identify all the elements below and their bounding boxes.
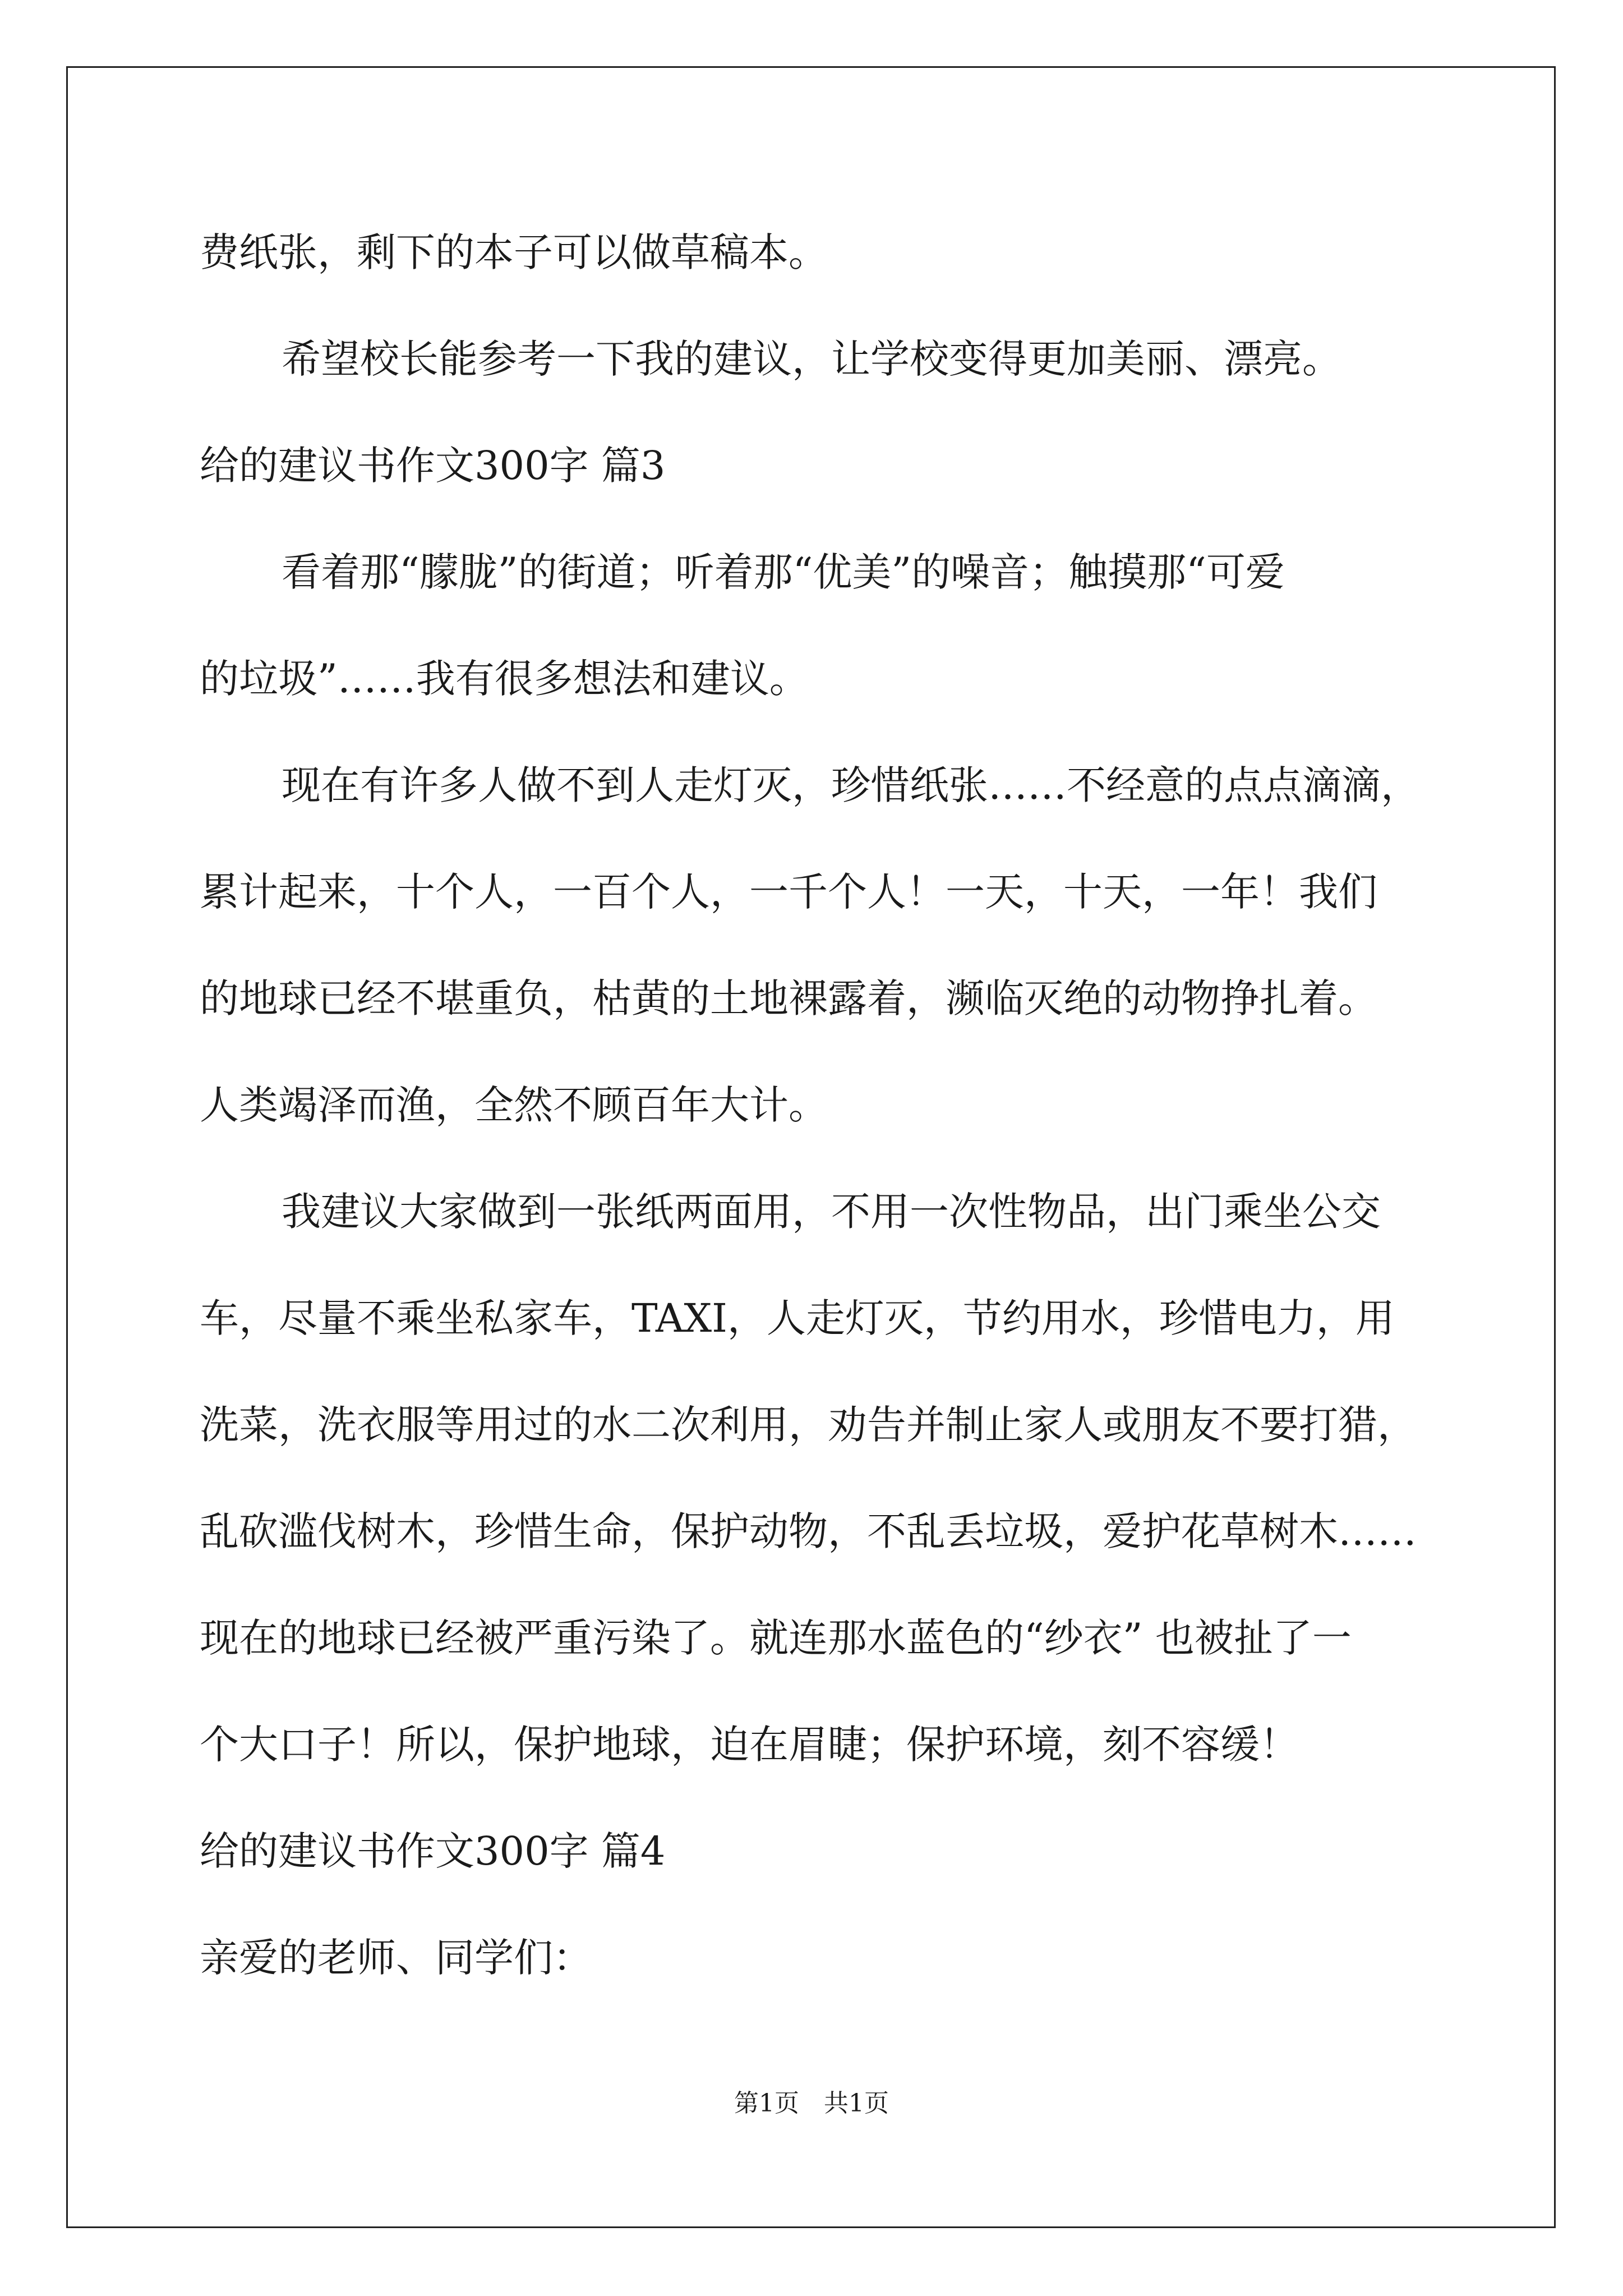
paragraph-line: 洗菜，洗衣服等用过的水二次利用，劝告并制止家人或朋友不要打猎， — [200, 1402, 1417, 1448]
paragraph-line: 费纸张，剩下的本子可以做草稿本。 — [200, 229, 828, 275]
paragraph-line: 的垃圾”……我有很多想法和建议。 — [200, 656, 809, 702]
paragraph-line: 的地球已经不堪重负，枯黄的土地裸露着，濒临灭绝的动物挣扎着。 — [200, 976, 1377, 1022]
paragraph-line: 亲爱的老师、同学们： — [200, 1935, 592, 1981]
paragraph-line: 个大口子！所以，保护地球，迫在眉睫；保护环境，刻不容缓！ — [200, 1722, 1299, 1768]
page-footer — [0, 2087, 1623, 2120]
paragraph-line: 我建议大家做到一张纸两面用，不用一次性物品，出门乘坐公交 — [282, 1189, 1381, 1235]
document-body — [200, 219, 1456, 2031]
section-heading: 给的建议书作文300字 篇4 — [200, 1828, 666, 1874]
paragraph-line: 现在有许多人做不到人走灯灭，珍惜纸张……不经意的点点滴滴， — [282, 762, 1420, 808]
paragraph-line: 乱砍滥伐树木，珍惜生命，保护动物，不乱丢垃圾，爱护花草树木…… — [200, 1508, 1417, 1554]
paragraph-line: 车，尽量不乘坐私家车，TAXI，人走灯灭，节约用水，珍惜电力，用 — [200, 1295, 1395, 1341]
page-total: 共1页 — [824, 2089, 889, 2118]
paragraph-line: 累计起来，十个人，一百个人，一千个人！一天，十天，一年！我们 — [200, 869, 1377, 915]
paragraph-line: 现在的地球已经被严重污染了。就连那水蓝色的“纱衣” 也被扯了一 — [200, 1615, 1352, 1661]
paragraph-line: 看着那“朦胧”的街道；听着那“优美”的噪音；触摸那“可爱 — [282, 549, 1285, 595]
section-heading: 给的建议书作文300字 篇3 — [200, 443, 666, 489]
page-number: 第1页 — [734, 2089, 799, 2118]
paragraph-line: 人类竭泽而渔，全然不顾百年大计。 — [200, 1082, 828, 1128]
paragraph-line: 希望校长能参考一下我的建议，让学校变得更加美丽、漂亮。 — [282, 336, 1341, 382]
